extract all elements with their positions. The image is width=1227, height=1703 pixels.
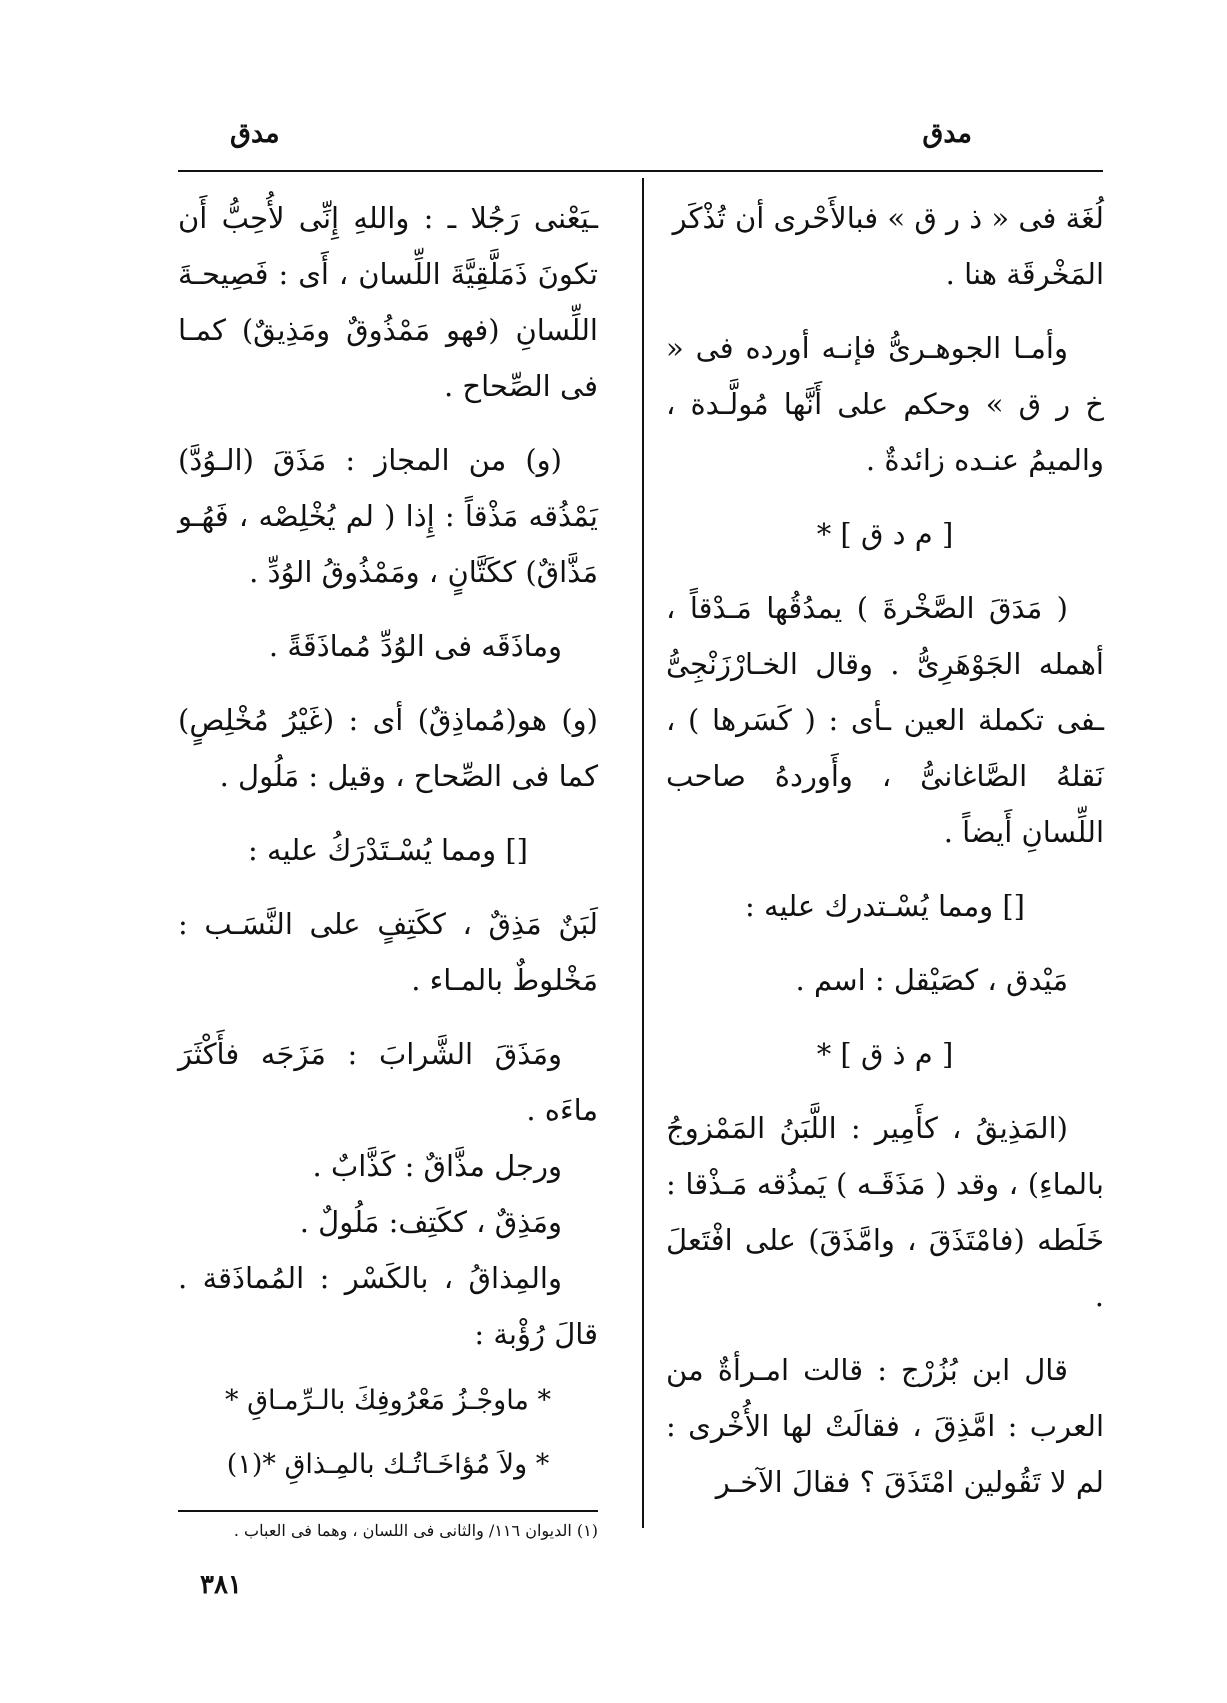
paragraph: مَيْدق ، كصَيْقل : اسم . [795, 963, 1068, 997]
footnote: (١) الديوان ١١٦/ والثانى فى اللسان ، وهما فى العباب . [233, 1521, 598, 1540]
paragraph: لَبَنٌ مَذِقٌ ، ككَتِفٍ على النَّسَـب : مَخْلوطٌ بالمـاء . [178, 907, 598, 997]
paragraph: ـيَعْنى رَجُلا ـ : واللهِ إِنِّى لأُحِبُّ أَن تكونَ ذَمَلَّقِيَّةَ اللِّسان ، أَى : فَصِيحـةَ اللِّسانِ (فهو مَمْذُوقٌ ومَذِيقٌ) كمـا فى الصِّحاح . [178, 201, 598, 403]
paragraph: ( مَدَقَ الصَّخْرةَ ) يمدُقُها مَـدْقاً ، أهمله الجَوْهَرِىُّ . وقال الخـارْزَنْجِىُّ ـفى تكملة العين ـأى : ( كَسَرها ) ، نَقلهُ الصَّاغانىُّ ، وأَوردهُ صاحب اللِّسانِ أَيضاً . [666, 591, 1104, 849]
right-column [666, 190, 1104, 1510]
paragraph: لُغَة فى « ذ ر ق » فبالأَحْرى أن تُذْكَر [672, 201, 1104, 235]
poem-verse: * ولاَ مُؤاخَـاتُـك بالمِـذاقِ *(١) [226, 1449, 550, 1480]
running-head-left: مدق [230, 118, 280, 149]
paragraph: والمِذاقُ ، بالكَسْر : المُماذَقة . قالَ رُؤْبة : [178, 1261, 598, 1351]
paragraph: ومَذِقٌ ، ككَتِف: مَلُولٌ . [299, 1205, 562, 1239]
page-number: ٣٨١ [200, 1570, 242, 1600]
left-column [178, 190, 598, 1490]
entry-heading: [ م ذ ق ] * [816, 1037, 954, 1071]
paragraph: (و) من المجاز : مَذَقَ (الـوُدَّ) يَمْذُقه مَذْقاً : إِذا ( لم يُخْلِصْه ، فَهُـو مَذَّاقٌ) ككَتَّانٍ ، ومَمْذُوقُ الوُدِّ . [178, 443, 598, 589]
paragraph: وماذَقَه فى الوُدِّ مُماذَقَةً . [268, 629, 562, 663]
paragraph: (و) هو(مُماذِقٌ) أى : (غَيْرُ مُخْلِصٍ) كما فى الصِّحاح ، وقيل : مَلُول . [178, 703, 598, 793]
paragraph: [] ومما يُسْـتدرك عليه : [745, 889, 1025, 923]
paragraph: ورجل مذَّاقٌ : كَذَّابٌ . [312, 1149, 562, 1183]
paragraph: قال ابن بُزُرْج : قالت امـرأةٌ من العرب : امَّذِقَ ، فقالَتْ لها الأُخْرى : لم لا تَقُولين امْتَذَقَ ؟ فقالَ الآخـر [666, 1353, 1104, 1499]
running-head-right: مدق [922, 118, 972, 149]
column-divider [642, 178, 644, 1528]
poem-verse: * ماوجْـزُ مَعْرُوفِكَ بالـرِّمـاقِ * [225, 1385, 551, 1416]
paragraph: ومَذَقَ الشَّرابَ : مَزَجَه فأَكْثَرَ ماءَه . [178, 1037, 598, 1127]
paragraph: المَخْرقَة هنا . [945, 257, 1104, 291]
footnote-rule [178, 1510, 598, 1512]
paragraph: (المَذِيقُ ، كأَمِير : اللَّبَنُ المَمْزوجُ بالماءِ) ، وقد ( مَذَقَـه ) يَمذُقه مَـذْقا : خَلَطه (فامْتَذَقَ ، وامَّذَقَ) على افْتَعلَ . [666, 1111, 1104, 1313]
paragraph: وأمـا الجوهـرىُّ فإنـه أورده فى « خ ر ق » وحكم على أَنَّها مُولَّـدة ، والميمُ عنـده زائدةٌ . [666, 331, 1104, 477]
entry-heading: [ م د ق ] * [816, 517, 954, 551]
header-rule [178, 170, 1103, 172]
paragraph: [] ومما يُسْـتَدْرَكُ عليه : [248, 833, 528, 867]
